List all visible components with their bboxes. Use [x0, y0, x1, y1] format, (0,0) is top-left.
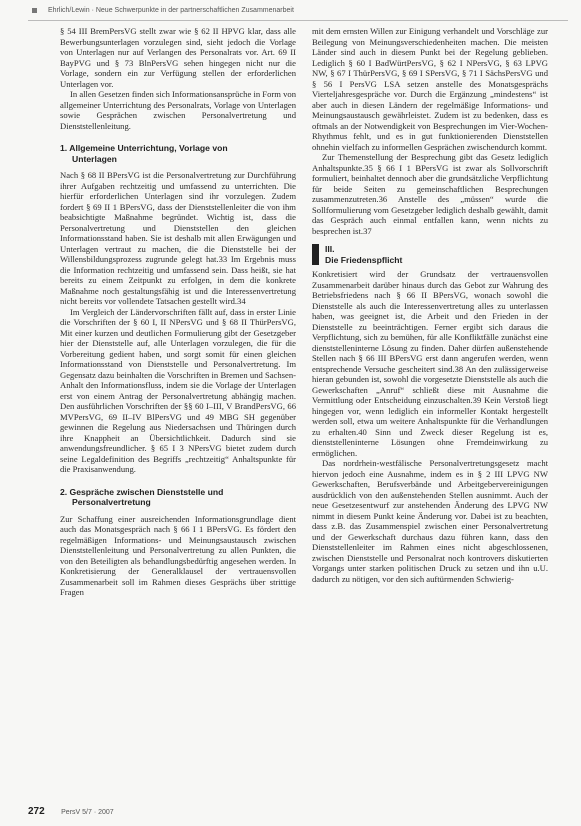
body-paragraph: Konkretisiert wird der Grundsatz der vertrauensvollen Zusammenarbeit darüber hinaus durch das Gebot zur Wahrung des Betriebsfriedens nach § 66 II BPersVG, wonach sowohl die Dienststelle als auch die Interessenvertretung alles zu unterlassen haben, was geeignet ist, die Arbeit und den Frieden in der Dienststelle zu beeinträchtigen. Ferner ergibt sich daraus die Verpflichtung, sich zu bemühen, für alle Konfliktfälle zunächst eine dienststelleninterne Lösung zu finden. Daher dürfen außenstehende Stellen nach § 66 III BPersVG erst dann angerufen werden, wenn entsprechende Versuche gescheitert sind.38 An den zulässigerweise hieran gebunden ist, sowohl die vorgesetzte Dienststelle als auch die Gewerkschaften „Anruf“ schließt diese mit Ausnahme die Vermittlung oder Entscheidung einzuschalten.39 Kein Verstoß liegt hingegen vor, wenn lediglich ein informeller Kontakt hergestellt werden soll, etwa um weitere Anhaltspunkte für die Verhandlungen zu erhalten.40 Sinn und Zweck dieser Regelung ist es, dienststelleninterne Lösungen ohne Fremdeinwirkung zu ermöglichen.	[312, 269, 548, 458]
section-heading-label: 2. Gespräche zwischen Dienststelle und	[60, 486, 224, 497]
body-paragraph: Zur Themenstellung der Besprechung gibt das Gesetz lediglich Anhaltspunkte.35 § 66 I 1 BPersVG ist zwar als Sollvorschrift formuliert, beinhaltet dennoch aber die grundsätzliche Verpflichtung für beide Seiten zu gemeinschaftlichen Besprechungen zusammenzutreten.36 Anstelle des „müssen“ wurde die Sollformulierung vom Gesetzgeber lediglich deshalb gewählt, damit das Gespräch auch einmal entfallen kann, wenn nichts zu besprechen ist.37	[312, 152, 548, 236]
header-title: Ehrlich/Lewin · Neue Schwerpunkte in der partnerschaftlichen Zusammenarbeit	[48, 7, 294, 14]
section-heading	[60, 143, 296, 164]
chapter-number: III.	[325, 244, 335, 254]
chapter-heading	[312, 244, 548, 265]
section-heading-continuation: Personalvertretung	[72, 497, 151, 507]
body-paragraph: Zur Schaffung einer ausreichenden Informationsgrundlage dient auch das Monatsgespräch nach § 66 I 1 BPersVG. Es fördert den regelmäßigen Informations- und Meinungsaustausch zwischen Dienststellenleitung und Personalvertretung zu allen Punkten, die von den Beteiligten als behandlungsbedürftig angesehen werden. In Konkretisierung der Generalklausel der vertrauensvollen Zusammenarbeit soll im Rahmen dieses Gesprächs über strittige Fragen	[60, 513, 296, 597]
body-paragraph: mit dem ernsten Willen zur Einigung verhandelt und Vorschläge zur Beilegung von Meinungsverschiedenheiten machen. Die meisten Länder sind auch in diesem Punkt bei der Regelung geblieben. Lediglich § 60 I BadWürtPersVG, § 62 I NPersVG, § 63 LPVG NW, § 67 I ThürPersVG, § 69 I SPersVG, § 71 I SächsPersVG und § 56 I PersVG LSA setzen anstelle des Monatsgesprächs Vierteljahresgespräche vor. Durch die Ergänzung „mindestens“ ist aber auch in diesen Ländern der regelmäßige Informations- und Meinungsaustausch gewährleistet. Zudem ist zu bedenken, dass es oftmals an der Notwendigkeit von Besprechungen im Vier-Wochen-Rhythmus fehlt, und es in gut funktionierenden Dienststellen ohnehin vielfach zu informellen Gesprächen zwischendurch kommt.	[312, 26, 548, 152]
header-marker-icon	[32, 8, 37, 13]
body-paragraph: In allen Gesetzen finden sich Informationsansprüche in Form von allgemeiner Unterrichtung des Personalrats, Vorlage von Unterlagen sowie Gesprächen zwischen Personalvertretung und Dienststellenleitung.	[60, 89, 296, 131]
body-paragraph: Im Vergleich der Ländervorschriften fällt auf, dass in erster Linie die Vorschriften der § 60 I, II NPersVG und § 68 II ThürPersVG, Mit einer kurzen und deutlichen Formulierung gibt der Gesetzgeber hier der Dienststelle auf, alle Unterlagen vorzulegen, die für die Vorbereitung gedient haben, und sorgt somit für einen gleichen Informationsstand von Dienststelle und Personalvertretung. Im Gegensatz dazu beinhalten die Vorschriften in Bremen und Sachsen-Anhalt den Informationsfluss, indem sie die Vorlage der Unterlagen erst von einem Antrag der Personalvertretung abhängig machen. Den ausführlichen Vorschriften der §§ 60 I–III, V BrandPersVG, 66 MVPersVG, 69 II–IV BlPersVG und 49 MBG SH gegenüber gewinnen die Regelung aus Niedersachsen und Thüringen durch ihre Knappheit an Übersichtlichkeit. Dadurch sind sie anwendungsfreundlicher. § 65 I 3 NPersVG bietet zudem durch seine Legaldefinition des Begriffs „rechtzeitig“ Anhaltspunkte für die Praxisanwendung.	[60, 306, 296, 474]
section-heading	[60, 487, 296, 508]
left-column	[60, 26, 296, 598]
body-paragraph: Nach § 68 II BPersVG ist die Personalvertretung zur Durchführung ihrer Aufgaben rechtzeitig und umfassend zu unterrichten. Die hierfür erforderlichen Unterlagen sind ihr vorzulegen. Zudem fordert § 69 II 1 BPersVG, dass der Dienststellenleiter die von ihm beabsichtigte Maßnahme begründet. Wichtig ist, dass die Personalvertretung und Dienststellen den gleichen Informationsstand haben. Sie ist deshalb mit allen Erwägungen und Unterlagen vertraut zu machen, die die Dienststelle bei der Willensbildungsprozess zugrunde gelegt hat.33 Im Ergebnis muss die Information rechtzeitig und umfassend sein. Dass heißt, sie hat bereits zu einem Zeitpunkt zu erfolgen, in dem die konkrete Maßnahme noch gestaltungsfähig ist und die Interessenvertretung nicht bereits vor vollendete Tatsachen gestellt wird.34	[60, 170, 296, 306]
section-heading-continuation: Unterlagen	[72, 153, 117, 164]
body-paragraph: Das nordrhein-westfälische Personalvertretungsgesetz macht hiervon jedoch eine Ausnahme, indem es in § 2 III LPVG NW Gewerkschaften, Berufsverbände und Arbeitgebervereinigungen ausdrücklich von den außenstehenden Stellen ausnimmt. Auch der neue Gesetzesentwurf zur anstehenden Änderung des LPVG NW nimmt in diesem Punkt keine Änderung vor. Dabei ist zu beachten, dass z.B. das Zusammenspiel zwischen einer Personalvertretung und der Gewerkschaft durchaus dazu führen kann, dass den Dienststellenleiter im Rahmen eines nicht abgeschlossenen, zwischen Dienststelle und Personalrat noch kontrovers diskutierten Vorgangs unter starken politischen Druck zu setzen und ihn u.U. dadurch zu nötigen, vor den sich auftürmenden Schwierig-	[312, 458, 548, 584]
right-column	[312, 26, 548, 584]
running-header	[28, 6, 568, 21]
issue-info: PersV 5/7 · 2007	[61, 809, 114, 816]
page-footer	[28, 801, 328, 815]
page-number: 272	[28, 806, 45, 817]
chapter-title: Die Friedenspflicht	[325, 254, 403, 265]
section-heading-label: 1. Allgemeine Unterrichtung, Vorlage von	[60, 143, 228, 153]
body-paragraph: § 54 III BremPersVG stellt zwar wie § 62 II HPVG klar, dass alle Bewerbungsunterlagen vorzulegen sind, sieht jedoch die Vorlage von Unterlagen nur auf Verlangen des Personalrats vor. Art. 69 II BayPVG und § 73 BlnPersVG sehen hingegen nicht nur die Vorlage, sondern ein zur Verfügung stellen der erforderlichen Unterlagen vor.	[60, 26, 296, 89]
